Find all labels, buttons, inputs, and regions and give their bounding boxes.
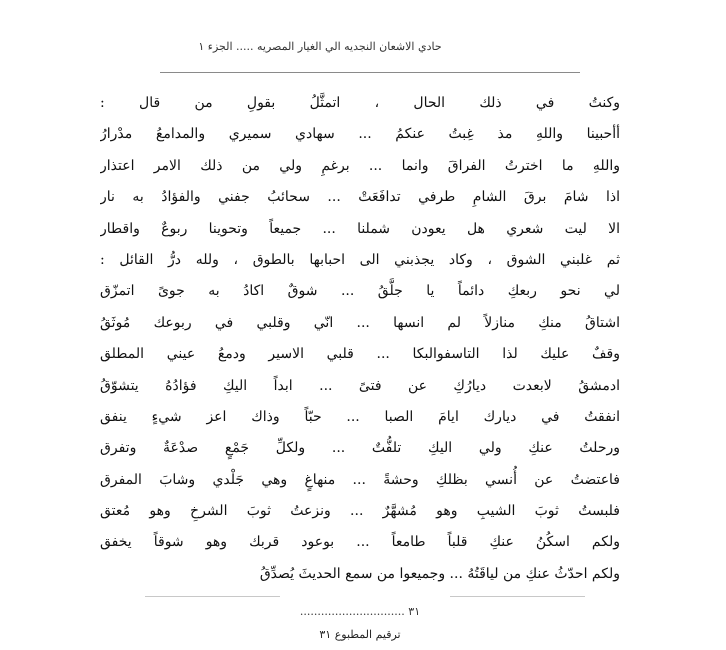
verse-line: وقفٌ عليك لذا التاسفوالبكا ... قلبي الاسير ودمعُ عيني المطلق (100, 346, 620, 363)
running-header: حادي الاشعان النجديه الي الغيار المصريه ..... الجزء ١ (198, 40, 442, 53)
poem-body (100, 88, 620, 590)
verse-line: الا ليت شعري هل يعودن شملنا ... جميعاً وتحوينا ربوعٌ واقطار (100, 220, 620, 237)
verse-line: ورحلتُ عنكِ ولي اليكِ تلفُّتٌ ... ولكلِّ جَمْعٍ صدْعَةٌ وتفرق (100, 440, 620, 457)
footer-divider-left (145, 596, 280, 597)
footer-divider-right (450, 596, 585, 597)
verse-line: اشتاقُ منكِ منازلاً لم انسها ... انّي وقلبي في ربوعك مُوثَقُ (100, 314, 620, 331)
verse-line: لي نحو ربعكِ دائماً يا جلَّقُ ... شوقٌ اكادُ به جوىً اتمزّق (100, 283, 620, 300)
verse-line: ولكم اسكُنُ عنكِ قلباً طامعاً ... بوعود قربك وهو شوقاً يخفق (100, 534, 620, 551)
verse-line: فلبستُ ثوبَ الشيبِ وهو مُشهَّرٌ ... ونزعتُ ثوبَ الشرخِ وهو مُعتق (100, 503, 620, 520)
header-divider (160, 72, 580, 73)
text-line: ثم غلبني الشوق ، وكاد يجذبني الى احبابها بالطوق ، ولله درُّ القائل : (100, 251, 620, 268)
page-number: ٣١ .............................. (299, 605, 421, 618)
verse-line: واللهِ ما اخترتُ الفراقَ وانما ... برغمِ ولي من ذلك الامر اعتذار (100, 157, 620, 174)
verse-line: انفقتُ في ديارك ايامَ الصبا ... حبّاً وذاك اعز شيءٍ ينفق (100, 408, 620, 425)
verse-line: فاعتضتُ عن أُنسي بظلكِ وحشةً ... منهاغٍ وهي جَلْدي وشابَ المفرق (100, 471, 620, 488)
verse-line: أأحبينا واللهِ مذ غِبتُ عنكمُ ... سهادي سميري والمدامعُ مدْرارُ (100, 126, 620, 143)
text-line: وكنتُ في ذلك الحال ، اتمثَّلُ بقولِ من قال : (100, 95, 620, 111)
verse-line: ولكم احدّثُ عنكِ من لياقَتُهُ ... وجميعوا من سمع الحديثَ يُصدِّقُ (259, 565, 620, 582)
print-page-number: ترقيم المطبوع ٣١ (319, 628, 401, 641)
verse-line: اذا شامَ برقَ الشامِ طرفي تدافَعَتْ ... سحائبُ جفني والفؤادُ به نار (100, 189, 620, 206)
verse-line: ادمشقُ لابعدت ديارُكِ عن فتىً ... ابداً اليكِ فؤادُهُ يتشوّقُ (100, 377, 620, 394)
